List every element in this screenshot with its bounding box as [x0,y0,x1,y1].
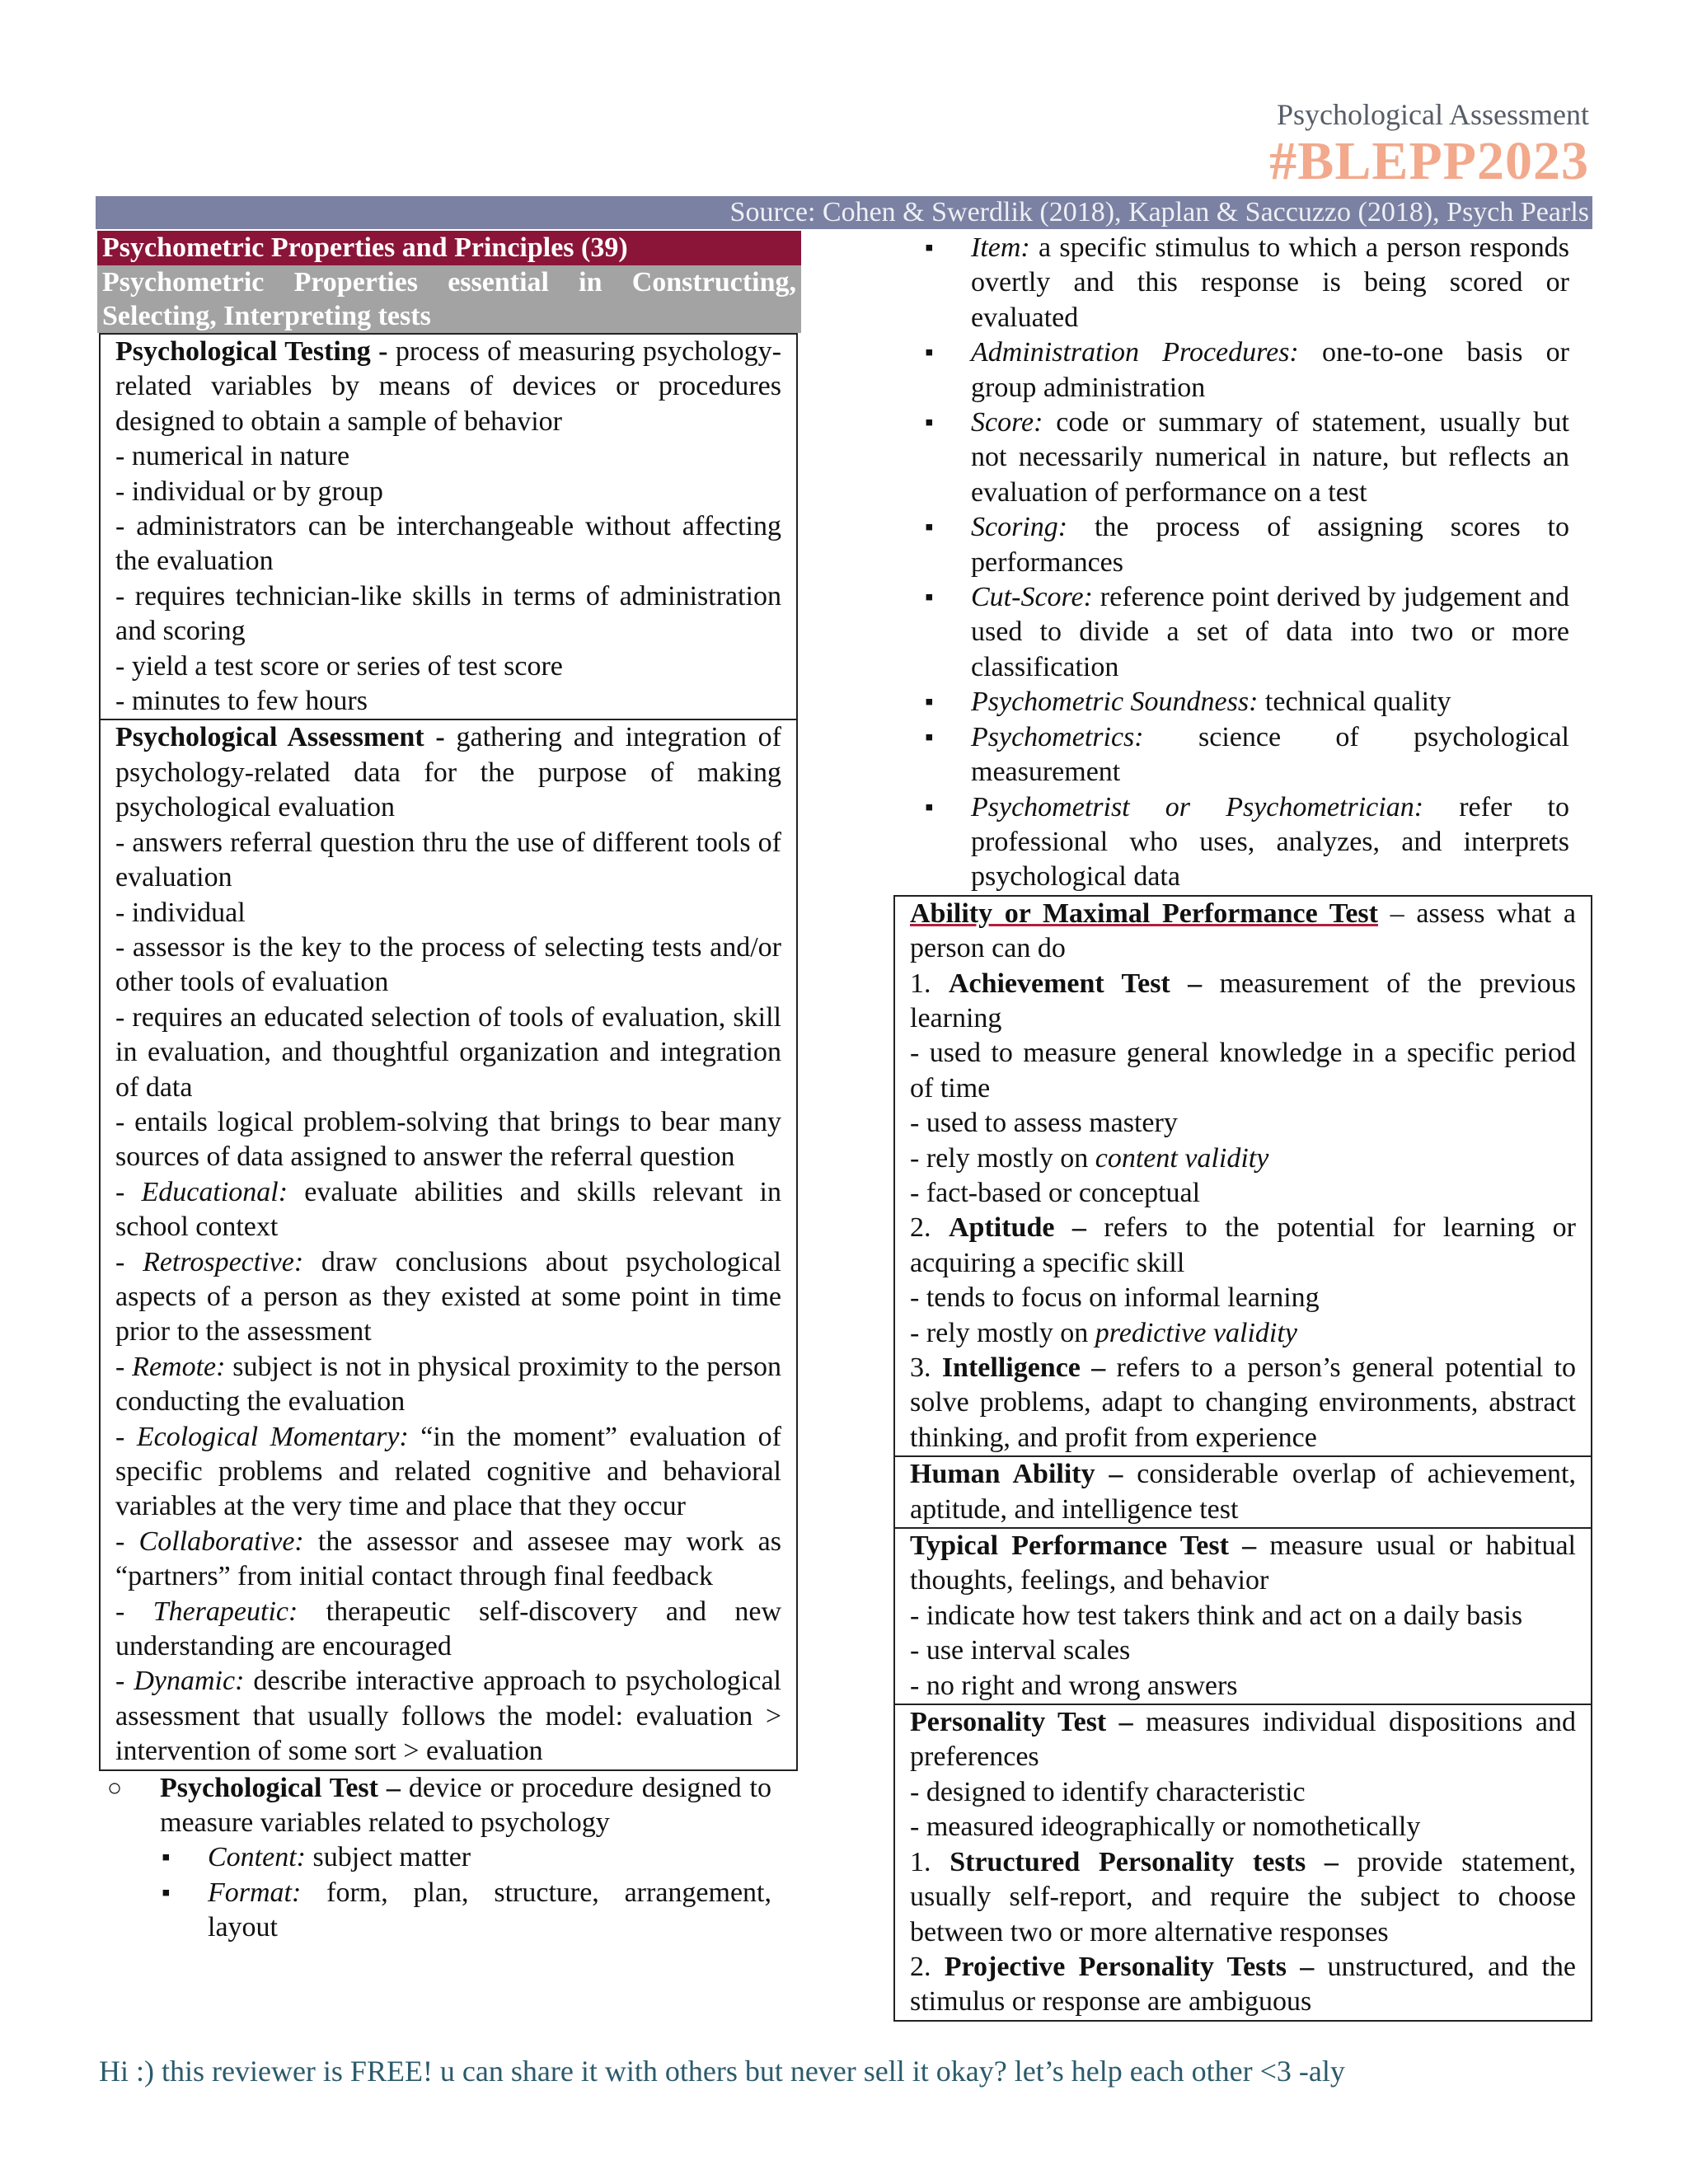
list-item: ▪ Score: code or summary of statement, usually but not necessarily numerical in nature, but reflects an evaluation of performance on a test [893,405,1569,510]
psychological-assessment-box [99,720,798,1770]
term: Personality Test – [910,1707,1133,1738]
definition: – assess what a person can do [910,898,1576,964]
list-item: - administrators can be interchangeable without affecting the evaluation [115,511,781,577]
footer-note: Hi :) this reviewer is FREE! u can share it with others but never sell it okay? let’s help each other <3 -aly [99,2055,1345,2088]
list-item: - use interval scales [910,1635,1131,1666]
assessment-type: - Collaborative: the assessor and assesee may work as “partners” from initial contact through final feedback [115,1526,781,1592]
term: Ability or Maximal Performance Test [910,898,1378,929]
list-item: - no right and wrong answers [910,1670,1238,1701]
terms-list [893,231,1569,895]
list-item: - individual or by group [115,476,383,507]
term: Human Ability – [910,1459,1123,1490]
list-item: - used to assess mastery [910,1108,1178,1139]
list-item: - rely mostly on content validity [910,1142,1269,1174]
psychological-test-item [96,1771,771,1841]
list-item: - numerical in nature [115,441,350,472]
list-item: - rely mostly on predictive validity [910,1317,1297,1348]
achievement-test: 1. Achievement Test – measurement of the previous learning [910,968,1576,1033]
source-bar: Source: Cohen & Swerdlik (2018), Kaplan & Saccuzzo (2018), Psych Pearls [96,196,1592,229]
projective-personality-tests: 2. Projective Personality Tests – unstructured, and the stimulus or response are ambiguous [910,1951,1577,2018]
list-item: ▪ Scoring: the process of assigning scores to performances [893,510,1569,580]
aptitude-test: 2. Aptitude – refers to the potential for learning or acquiring a specific skill [910,1212,1576,1278]
assessment-type: - Therapeutic: therapeutic self-discovery and new understanding are encouraged [115,1596,782,1662]
list-item: ▪ Content: subject matter [96,1840,771,1875]
assessment-type: - Educational: evaluate abilities and skills relevant in school context [115,1176,781,1243]
term: Psychological Assessment - [115,722,445,753]
typical-performance-box [893,1529,1592,1705]
assessment-type: - Remote: subject is not in physical proximity to the person conducting the evaluation [115,1351,781,1418]
list-item: - entails logical problem-solving that brings to bear many sources of data assigned to answer the referral question [115,1106,781,1173]
list-item: - fact-based or conceptual [910,1177,1201,1208]
definition: measures individual dispositions and preferences [910,1707,1576,1773]
list-item: ▪ Item: a specific stimulus to which a person responds overtly and this response is being scored or evaluated [893,231,1569,335]
subject-heading: Psychological Assessment [1277,98,1589,131]
human-ability-box [893,1457,1592,1529]
personality-test-box [893,1705,1592,2022]
list-item: ▪ Psychometrist or Psychometrician: refer to professional who uses, analyzes, and interprets psychological data [893,790,1569,895]
assessment-type: - Ecological Momentary: “in the moment” evaluation of specific problems and related cognitive and behavioral variables at the very time and place that they occur [115,1421,781,1522]
list-item: - assessor is the key to the process of selecting tests and/or other tools of evaluation [115,931,781,998]
definition: device or procedure designed to measure variables related to psychology [160,1772,771,1839]
definition: gathering and integration of psychology-related data for the purpose of making psychological evaluation [115,722,781,823]
list-item: - tends to focus on informal learning [910,1282,1320,1314]
list-item: - requires technician-like skills in terms of administration and scoring [115,580,781,647]
list-item: - answers referral question thru the use of different tools of evaluation [115,827,781,893]
list-item: ▪ Psychometrics: science of psychological measurement [893,720,1569,790]
list-item: - minutes to few hours [115,686,368,717]
list-item: - yield a test score or series of test score [115,650,563,682]
term: Psychological Test – [160,1772,401,1803]
term: Typical Performance Test – [910,1530,1257,1562]
assessment-type: - Dynamic: describe interactive approach to psychological assessment that usually follows the model: evaluation > intervention of some sort > evaluation [115,1666,781,1767]
test-subitems [96,1840,771,1945]
left-column [96,231,796,1946]
section-title: Psychometric Properties and Principles (39) [97,231,801,265]
section-subtitle: Psychometric Properties essential in Constructing, Selecting, Interpreting tests [97,265,801,333]
ability-test-box [893,895,1592,1458]
right-column [893,231,1577,2022]
list-item: - indicate how test takers think and act on a daily basis [910,1600,1523,1631]
definition: process of measuring psychology-related variables by means of devices or procedures designed to obtain a sample of behavior [115,336,781,437]
list-item: ▪ Cut-Score: reference point derived by judgement and used to divide a set of data into two or more classification [893,580,1569,685]
psychological-testing-box [99,333,798,720]
definition: measure usual or habitual thoughts, feelings, and behavior [910,1530,1576,1596]
list-item: - requires an educated selection of tools of evaluation, skill in evaluation, and thoughtful organization and integration of data [115,1001,781,1103]
structured-personality-tests: 1. Structured Personality tests – provide statement, usually self-report, and require the subject to choose between two or more alternative responses [910,1846,1576,1947]
list-item: - measured ideographically or nomothetically [910,1811,1421,1843]
list-item: - individual [115,897,246,928]
exam-tag: #BLEPP2023 [1269,131,1589,191]
list-item: - used to measure general knowledge in a specific period of time [910,1038,1576,1104]
list-item: ▪ Format: form, plan, structure, arrangement, layout [96,1876,771,1946]
assessment-type: - Retrospective: draw conclusions about psychological aspects of a person as they existed at some point in time prior to the assessment [115,1246,781,1347]
intelligence-test: 3. Intelligence – refers to a person’s general potential to solve problems, adapt to changing environments, abstract thinking, and profit from experience [910,1352,1577,1453]
list-item: ▪ Psychometric Soundness: technical quality [893,685,1569,719]
definition: considerable overlap of achievement, aptitude, and intelligence test [910,1459,1576,1525]
list-item: - designed to identify characteristic [910,1776,1306,1807]
list-item: ▪ Administration Procedures: one-to-one basis or group administration [893,335,1569,405]
term: Psychological Testing - [115,336,388,367]
